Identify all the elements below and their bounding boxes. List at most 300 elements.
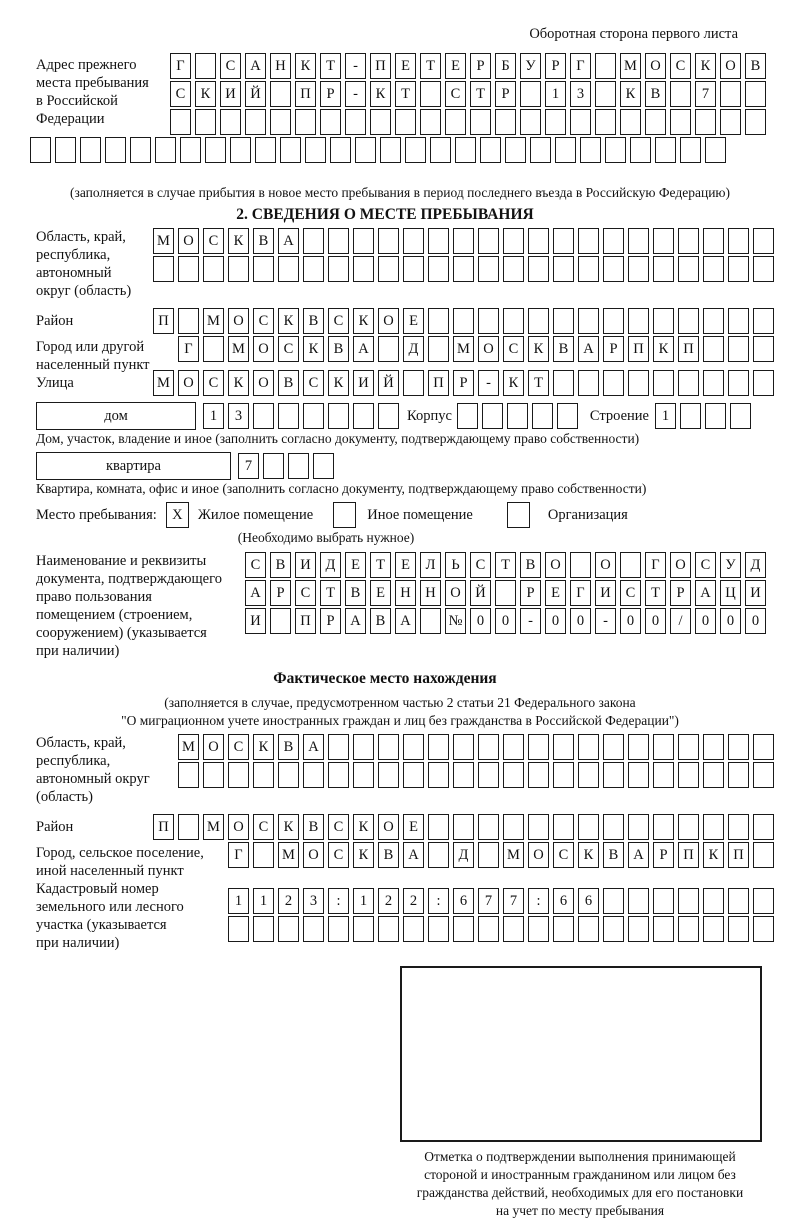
- char-cell[interactable]: [628, 762, 649, 788]
- char-cell[interactable]: [728, 308, 749, 334]
- char-cell[interactable]: Е: [395, 53, 416, 79]
- char-cell[interactable]: [195, 109, 216, 135]
- char-cell[interactable]: О: [645, 53, 666, 79]
- char-cell[interactable]: 0: [720, 608, 741, 634]
- char-cell[interactable]: 0: [470, 608, 491, 634]
- char-cell[interactable]: В: [278, 734, 299, 760]
- char-cell[interactable]: [153, 256, 174, 282]
- char-cell[interactable]: [653, 370, 674, 396]
- char-cell[interactable]: Б: [495, 53, 516, 79]
- char-cell[interactable]: [263, 453, 284, 479]
- char-cell[interactable]: О: [253, 336, 274, 362]
- char-cell[interactable]: [220, 109, 241, 135]
- char-cell[interactable]: [230, 137, 251, 163]
- char-cell[interactable]: [313, 453, 334, 479]
- char-cell[interactable]: :: [428, 888, 449, 914]
- char-cell[interactable]: [620, 552, 641, 578]
- char-cell[interactable]: [203, 256, 224, 282]
- char-cell[interactable]: К: [253, 734, 274, 760]
- char-cell[interactable]: [403, 228, 424, 254]
- char-cell[interactable]: [528, 228, 549, 254]
- char-cell[interactable]: [453, 308, 474, 334]
- char-cell[interactable]: [253, 403, 274, 429]
- char-cell[interactable]: [678, 814, 699, 840]
- char-cell[interactable]: [503, 228, 524, 254]
- char-cell[interactable]: С: [445, 81, 466, 107]
- char-cell[interactable]: С: [620, 580, 641, 606]
- char-cell[interactable]: 3: [228, 403, 249, 429]
- char-cell[interactable]: [353, 256, 374, 282]
- char-cell[interactable]: 6: [578, 888, 599, 914]
- char-cell[interactable]: [453, 734, 474, 760]
- char-cell[interactable]: [678, 888, 699, 914]
- char-cell[interactable]: [655, 137, 676, 163]
- char-cell[interactable]: 7: [503, 888, 524, 914]
- char-cell[interactable]: [553, 734, 574, 760]
- char-cell[interactable]: Р: [320, 608, 341, 634]
- char-cell[interactable]: О: [595, 552, 616, 578]
- char-cell[interactable]: А: [245, 53, 266, 79]
- char-cell[interactable]: [303, 762, 324, 788]
- char-cell[interactable]: П: [370, 53, 391, 79]
- char-cell[interactable]: 1: [253, 888, 274, 914]
- char-cell[interactable]: 0: [495, 608, 516, 634]
- char-cell[interactable]: [528, 814, 549, 840]
- char-cell[interactable]: [628, 370, 649, 396]
- char-cell[interactable]: В: [603, 842, 624, 868]
- char-cell[interactable]: [670, 109, 691, 135]
- char-cell[interactable]: [603, 888, 624, 914]
- char-cell[interactable]: К: [228, 370, 249, 396]
- char-cell[interactable]: [703, 228, 724, 254]
- char-cell[interactable]: К: [353, 308, 374, 334]
- char-cell[interactable]: [403, 916, 424, 942]
- char-cell[interactable]: 6: [453, 888, 474, 914]
- char-cell[interactable]: [353, 916, 374, 942]
- char-cell[interactable]: [720, 109, 741, 135]
- char-cell[interactable]: [557, 403, 578, 429]
- char-cell[interactable]: С: [328, 842, 349, 868]
- char-cell[interactable]: К: [653, 336, 674, 362]
- char-cell[interactable]: [295, 109, 316, 135]
- char-cell[interactable]: Р: [453, 370, 474, 396]
- char-cell[interactable]: П: [428, 370, 449, 396]
- char-cell[interactable]: [478, 814, 499, 840]
- char-cell[interactable]: [678, 228, 699, 254]
- char-cell[interactable]: [553, 256, 574, 282]
- char-cell[interactable]: №: [445, 608, 466, 634]
- char-cell[interactable]: [703, 916, 724, 942]
- char-cell[interactable]: [520, 81, 541, 107]
- char-cell[interactable]: Г: [645, 552, 666, 578]
- char-cell[interactable]: А: [395, 608, 416, 634]
- char-cell[interactable]: С: [170, 81, 191, 107]
- char-cell[interactable]: А: [578, 336, 599, 362]
- char-cell[interactable]: -: [520, 608, 541, 634]
- char-cell[interactable]: [428, 256, 449, 282]
- char-cell[interactable]: А: [245, 580, 266, 606]
- char-cell[interactable]: [578, 762, 599, 788]
- char-cell[interactable]: [503, 814, 524, 840]
- char-cell[interactable]: :: [528, 888, 549, 914]
- char-cell[interactable]: [403, 256, 424, 282]
- char-cell[interactable]: 0: [545, 608, 566, 634]
- char-cell[interactable]: [628, 814, 649, 840]
- char-cell[interactable]: О: [228, 814, 249, 840]
- char-cell[interactable]: [470, 109, 491, 135]
- char-cell[interactable]: Р: [545, 53, 566, 79]
- char-cell[interactable]: [578, 734, 599, 760]
- char-cell[interactable]: П: [628, 336, 649, 362]
- char-cell[interactable]: Т: [370, 552, 391, 578]
- char-cell[interactable]: Е: [370, 580, 391, 606]
- char-cell[interactable]: К: [370, 81, 391, 107]
- stay-type-checkbox-inoe[interactable]: [333, 502, 356, 528]
- char-cell[interactable]: [753, 228, 774, 254]
- char-cell[interactable]: С: [328, 814, 349, 840]
- char-cell[interactable]: 7: [238, 453, 259, 479]
- char-cell[interactable]: [703, 734, 724, 760]
- char-cell[interactable]: [180, 137, 201, 163]
- char-cell[interactable]: [480, 137, 501, 163]
- char-cell[interactable]: [453, 228, 474, 254]
- char-cell[interactable]: [155, 137, 176, 163]
- char-cell[interactable]: И: [245, 608, 266, 634]
- char-cell[interactable]: [678, 308, 699, 334]
- char-cell[interactable]: [503, 916, 524, 942]
- char-cell[interactable]: О: [228, 308, 249, 334]
- char-cell[interactable]: М: [453, 336, 474, 362]
- char-cell[interactable]: М: [203, 308, 224, 334]
- char-cell[interactable]: [428, 228, 449, 254]
- char-cell[interactable]: К: [578, 842, 599, 868]
- char-cell[interactable]: [255, 137, 276, 163]
- char-cell[interactable]: [303, 228, 324, 254]
- char-cell[interactable]: [378, 734, 399, 760]
- char-cell[interactable]: [570, 552, 591, 578]
- char-cell[interactable]: К: [228, 228, 249, 254]
- char-cell[interactable]: Т: [470, 81, 491, 107]
- char-cell[interactable]: О: [178, 228, 199, 254]
- char-cell[interactable]: [420, 81, 441, 107]
- char-cell[interactable]: Е: [545, 580, 566, 606]
- char-cell[interactable]: [753, 256, 774, 282]
- char-cell[interactable]: И: [220, 81, 241, 107]
- char-cell[interactable]: О: [445, 580, 466, 606]
- char-cell[interactable]: [245, 109, 266, 135]
- char-cell[interactable]: [270, 109, 291, 135]
- char-cell[interactable]: [528, 308, 549, 334]
- char-cell[interactable]: П: [728, 842, 749, 868]
- char-cell[interactable]: Д: [453, 842, 474, 868]
- char-cell[interactable]: [303, 256, 324, 282]
- char-cell[interactable]: [505, 137, 526, 163]
- char-cell[interactable]: М: [178, 734, 199, 760]
- char-cell[interactable]: [595, 53, 616, 79]
- char-cell[interactable]: Г: [170, 53, 191, 79]
- char-cell[interactable]: [428, 308, 449, 334]
- char-cell[interactable]: [680, 137, 701, 163]
- char-cell[interactable]: [428, 762, 449, 788]
- char-cell[interactable]: [553, 228, 574, 254]
- char-cell[interactable]: [553, 916, 574, 942]
- char-cell[interactable]: [728, 888, 749, 914]
- char-cell[interactable]: М: [278, 842, 299, 868]
- char-cell[interactable]: К: [695, 53, 716, 79]
- char-cell[interactable]: [603, 762, 624, 788]
- char-cell[interactable]: [553, 814, 574, 840]
- char-cell[interactable]: [420, 608, 441, 634]
- char-cell[interactable]: 2: [378, 888, 399, 914]
- char-cell[interactable]: [653, 256, 674, 282]
- char-cell[interactable]: В: [303, 308, 324, 334]
- char-cell[interactable]: С: [295, 580, 316, 606]
- char-cell[interactable]: [320, 109, 341, 135]
- char-cell[interactable]: [678, 734, 699, 760]
- char-cell[interactable]: [578, 256, 599, 282]
- char-cell[interactable]: В: [278, 370, 299, 396]
- char-cell[interactable]: [728, 336, 749, 362]
- char-cell[interactable]: Т: [528, 370, 549, 396]
- char-cell[interactable]: [305, 137, 326, 163]
- char-cell[interactable]: [678, 370, 699, 396]
- char-cell[interactable]: [403, 734, 424, 760]
- char-cell[interactable]: [520, 109, 541, 135]
- char-cell[interactable]: [178, 308, 199, 334]
- char-cell[interactable]: О: [720, 53, 741, 79]
- char-cell[interactable]: О: [378, 308, 399, 334]
- char-cell[interactable]: [30, 137, 51, 163]
- char-cell[interactable]: С: [203, 228, 224, 254]
- char-cell[interactable]: [705, 403, 726, 429]
- char-cell[interactable]: [395, 109, 416, 135]
- char-cell[interactable]: [455, 137, 476, 163]
- char-cell[interactable]: [428, 842, 449, 868]
- char-cell[interactable]: 7: [695, 81, 716, 107]
- char-cell[interactable]: Д: [745, 552, 766, 578]
- char-cell[interactable]: [528, 734, 549, 760]
- char-cell[interactable]: В: [520, 552, 541, 578]
- char-cell[interactable]: А: [345, 608, 366, 634]
- char-cell[interactable]: [178, 814, 199, 840]
- char-cell[interactable]: К: [703, 842, 724, 868]
- char-cell[interactable]: [620, 109, 641, 135]
- char-cell[interactable]: С: [503, 336, 524, 362]
- char-cell[interactable]: 0: [570, 608, 591, 634]
- char-cell[interactable]: [603, 370, 624, 396]
- char-cell[interactable]: Т: [645, 580, 666, 606]
- char-cell[interactable]: [328, 228, 349, 254]
- char-cell[interactable]: Р: [320, 81, 341, 107]
- char-cell[interactable]: [745, 81, 766, 107]
- char-cell[interactable]: [603, 814, 624, 840]
- char-cell[interactable]: 1: [203, 403, 224, 429]
- char-cell[interactable]: [478, 228, 499, 254]
- char-cell[interactable]: [528, 916, 549, 942]
- char-cell[interactable]: В: [328, 336, 349, 362]
- char-cell[interactable]: [430, 137, 451, 163]
- char-cell[interactable]: [703, 370, 724, 396]
- char-cell[interactable]: К: [278, 814, 299, 840]
- char-cell[interactable]: Р: [603, 336, 624, 362]
- char-cell[interactable]: [603, 256, 624, 282]
- char-cell[interactable]: Т: [420, 53, 441, 79]
- char-cell[interactable]: [528, 256, 549, 282]
- char-cell[interactable]: [653, 888, 674, 914]
- char-cell[interactable]: [428, 336, 449, 362]
- char-cell[interactable]: [703, 308, 724, 334]
- char-cell[interactable]: П: [678, 336, 699, 362]
- char-cell[interactable]: В: [303, 814, 324, 840]
- char-cell[interactable]: О: [478, 336, 499, 362]
- char-cell[interactable]: 7: [478, 888, 499, 914]
- char-cell[interactable]: Т: [320, 580, 341, 606]
- char-cell[interactable]: [478, 916, 499, 942]
- char-cell[interactable]: [270, 608, 291, 634]
- char-cell[interactable]: [353, 228, 374, 254]
- char-cell[interactable]: Р: [653, 842, 674, 868]
- char-cell[interactable]: [328, 734, 349, 760]
- char-cell[interactable]: [580, 137, 601, 163]
- char-cell[interactable]: [403, 762, 424, 788]
- char-cell[interactable]: А: [278, 228, 299, 254]
- char-cell[interactable]: О: [253, 370, 274, 396]
- char-cell[interactable]: К: [620, 81, 641, 107]
- char-cell[interactable]: М: [153, 370, 174, 396]
- char-cell[interactable]: [703, 762, 724, 788]
- char-cell[interactable]: С: [220, 53, 241, 79]
- char-cell[interactable]: [495, 109, 516, 135]
- char-cell[interactable]: [55, 137, 76, 163]
- char-cell[interactable]: [728, 256, 749, 282]
- char-cell[interactable]: [453, 762, 474, 788]
- char-cell[interactable]: [728, 370, 749, 396]
- char-cell[interactable]: [753, 370, 774, 396]
- char-cell[interactable]: -: [345, 53, 366, 79]
- char-cell[interactable]: В: [345, 580, 366, 606]
- char-cell[interactable]: Й: [245, 81, 266, 107]
- char-cell[interactable]: [578, 814, 599, 840]
- char-cell[interactable]: Г: [570, 580, 591, 606]
- char-cell[interactable]: П: [153, 814, 174, 840]
- char-cell[interactable]: Р: [670, 580, 691, 606]
- char-cell[interactable]: С: [253, 814, 274, 840]
- char-cell[interactable]: [678, 762, 699, 788]
- char-cell[interactable]: Т: [320, 53, 341, 79]
- char-cell[interactable]: [405, 137, 426, 163]
- char-cell[interactable]: И: [745, 580, 766, 606]
- char-cell[interactable]: [355, 137, 376, 163]
- char-cell[interactable]: [678, 916, 699, 942]
- char-cell[interactable]: К: [528, 336, 549, 362]
- char-cell[interactable]: [378, 916, 399, 942]
- char-cell[interactable]: О: [203, 734, 224, 760]
- char-cell[interactable]: [628, 228, 649, 254]
- char-cell[interactable]: [703, 814, 724, 840]
- char-cell[interactable]: Й: [378, 370, 399, 396]
- char-cell[interactable]: [503, 256, 524, 282]
- char-cell[interactable]: Т: [395, 81, 416, 107]
- char-cell[interactable]: -: [345, 81, 366, 107]
- char-cell[interactable]: [753, 916, 774, 942]
- char-cell[interactable]: [728, 814, 749, 840]
- char-cell[interactable]: Н: [395, 580, 416, 606]
- char-cell[interactable]: [680, 403, 701, 429]
- char-cell[interactable]: С: [253, 308, 274, 334]
- char-cell[interactable]: [678, 256, 699, 282]
- char-cell[interactable]: [345, 109, 366, 135]
- char-cell[interactable]: Е: [403, 814, 424, 840]
- char-cell[interactable]: О: [178, 370, 199, 396]
- char-cell[interactable]: А: [303, 734, 324, 760]
- char-cell[interactable]: [753, 842, 774, 868]
- char-cell[interactable]: [703, 888, 724, 914]
- char-cell[interactable]: [603, 308, 624, 334]
- char-cell[interactable]: [720, 81, 741, 107]
- char-cell[interactable]: В: [253, 228, 274, 254]
- char-cell[interactable]: [203, 336, 224, 362]
- char-cell[interactable]: А: [403, 842, 424, 868]
- char-cell[interactable]: [555, 137, 576, 163]
- char-cell[interactable]: Ц: [720, 580, 741, 606]
- char-cell[interactable]: [578, 228, 599, 254]
- char-cell[interactable]: [328, 256, 349, 282]
- char-cell[interactable]: О: [670, 552, 691, 578]
- char-cell[interactable]: 3: [570, 81, 591, 107]
- char-cell[interactable]: [503, 762, 524, 788]
- char-cell[interactable]: Й: [470, 580, 491, 606]
- char-cell[interactable]: [545, 109, 566, 135]
- char-cell[interactable]: У: [520, 53, 541, 79]
- char-cell[interactable]: В: [270, 552, 291, 578]
- char-cell[interactable]: А: [695, 580, 716, 606]
- char-cell[interactable]: [478, 842, 499, 868]
- char-cell[interactable]: [453, 814, 474, 840]
- char-cell[interactable]: [253, 762, 274, 788]
- char-cell[interactable]: [753, 336, 774, 362]
- char-cell[interactable]: [203, 762, 224, 788]
- char-cell[interactable]: С: [695, 552, 716, 578]
- char-cell[interactable]: [370, 109, 391, 135]
- char-cell[interactable]: [228, 256, 249, 282]
- char-cell[interactable]: [503, 308, 524, 334]
- char-cell[interactable]: [630, 137, 651, 163]
- char-cell[interactable]: [728, 228, 749, 254]
- char-cell[interactable]: [728, 916, 749, 942]
- char-cell[interactable]: [653, 228, 674, 254]
- char-cell[interactable]: [228, 916, 249, 942]
- char-cell[interactable]: 0: [745, 608, 766, 634]
- char-cell[interactable]: [653, 762, 674, 788]
- char-cell[interactable]: [105, 137, 126, 163]
- char-cell[interactable]: Ь: [445, 552, 466, 578]
- char-cell[interactable]: [553, 370, 574, 396]
- char-cell[interactable]: 1: [655, 403, 676, 429]
- char-cell[interactable]: /: [670, 608, 691, 634]
- char-cell[interactable]: [730, 403, 751, 429]
- char-cell[interactable]: [428, 814, 449, 840]
- char-cell[interactable]: [605, 137, 626, 163]
- char-cell[interactable]: [478, 308, 499, 334]
- char-cell[interactable]: [703, 256, 724, 282]
- char-cell[interactable]: [195, 53, 216, 79]
- char-cell[interactable]: [528, 762, 549, 788]
- char-cell[interactable]: В: [378, 842, 399, 868]
- char-cell[interactable]: [628, 256, 649, 282]
- char-cell[interactable]: [753, 814, 774, 840]
- char-cell[interactable]: [653, 916, 674, 942]
- char-cell[interactable]: [530, 137, 551, 163]
